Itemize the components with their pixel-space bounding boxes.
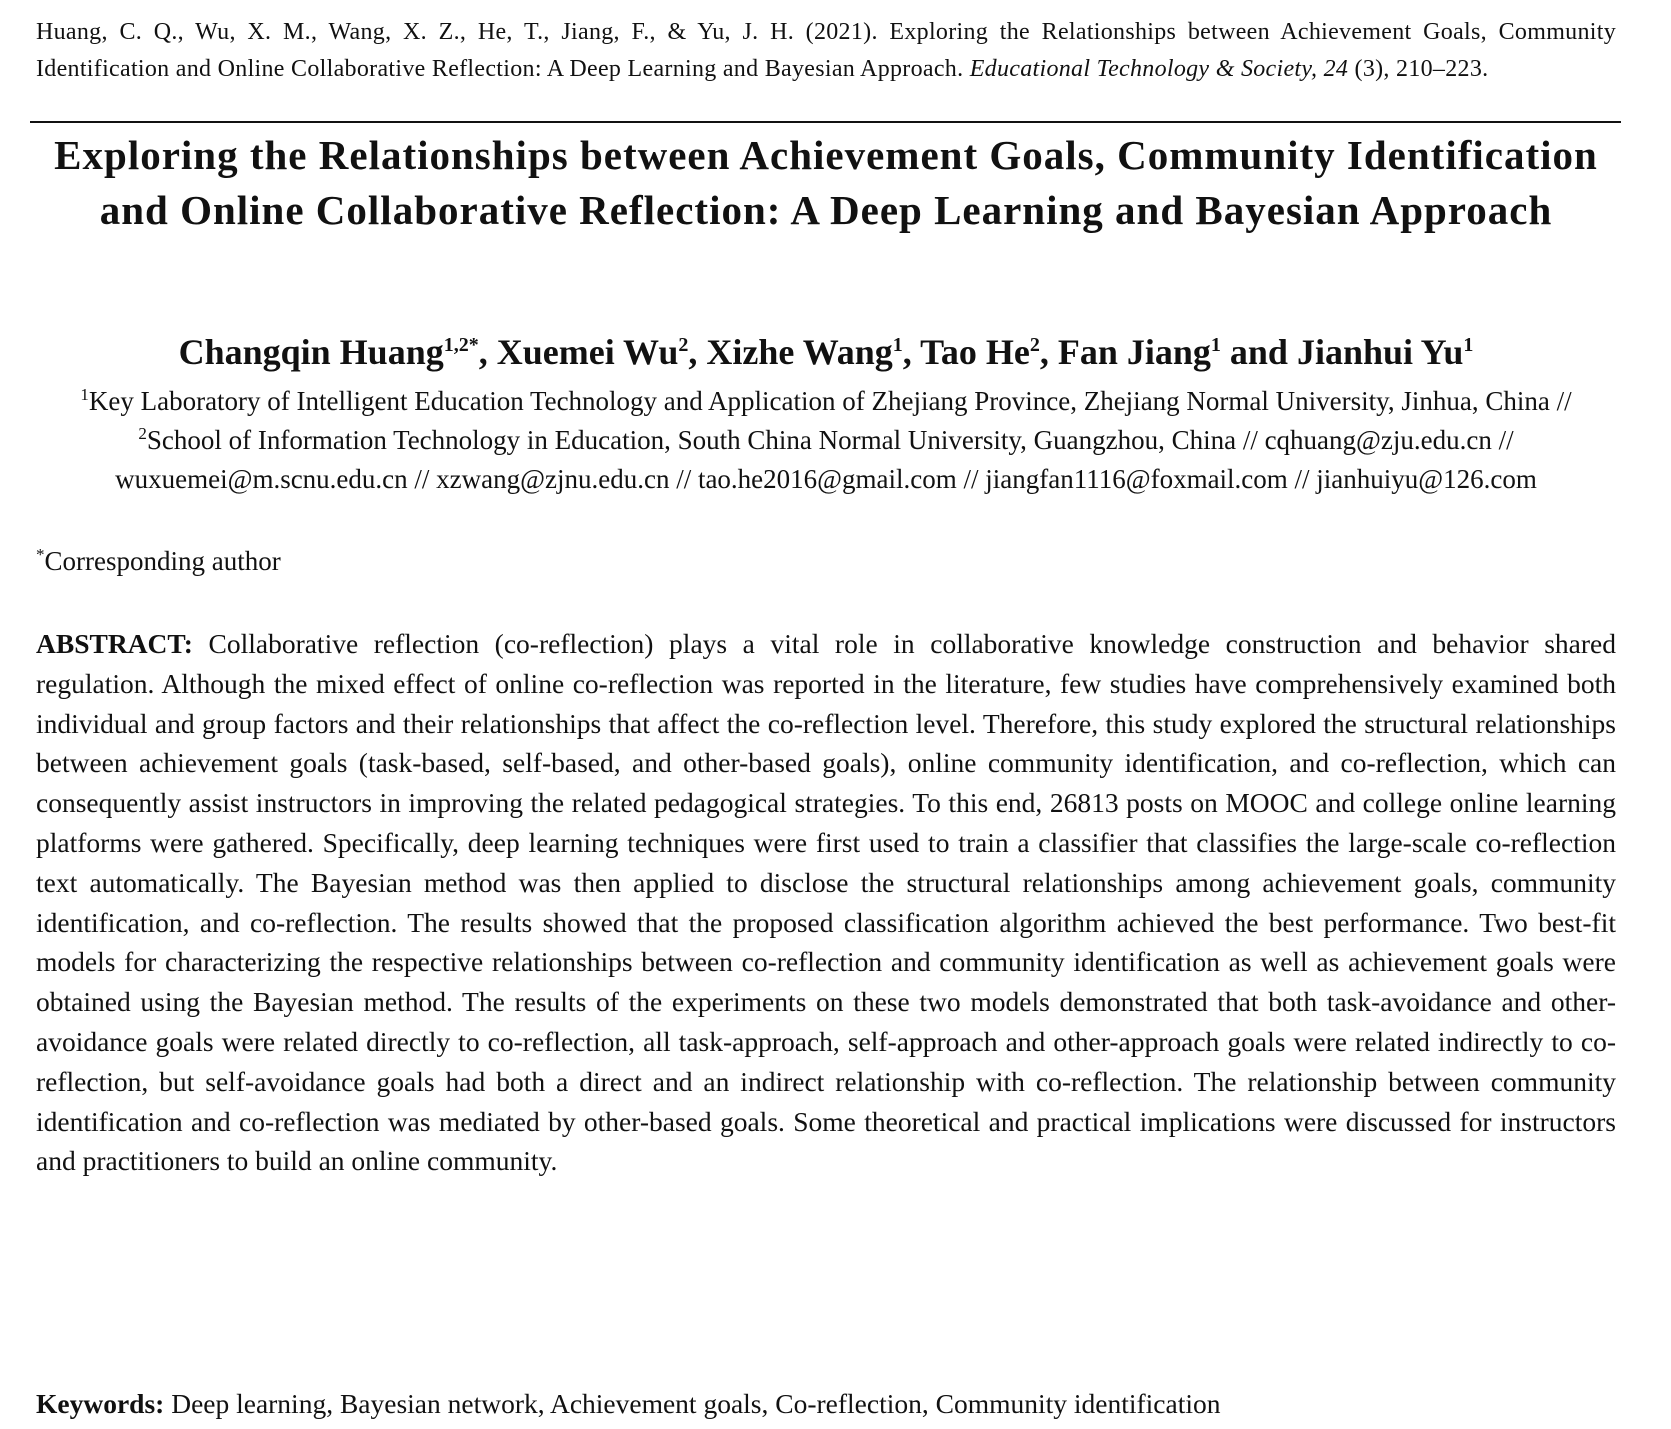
author-name: Tao He bbox=[920, 332, 1030, 372]
author-separator: , bbox=[478, 332, 497, 372]
citation-text: Huang, C. Q., Wu, X. M., Wang, X. Z., He, T., Jiang, F., & Yu, J. H. (2021). Exploring the Relationships between Achievement Goals, Community Identification and Online Collaborative Reflection: A Deep Learning and Bayesian Approach. bbox=[36, 19, 1616, 82]
author-name: Xuemei Wu bbox=[496, 332, 679, 372]
author-sup: 1,2* bbox=[443, 334, 479, 356]
affiliation-text: Key Laboratory of Intelligent Education Technology and Application of Zhejiang Province, Zhejiang Normal University, Jinhua, China // bbox=[88, 386, 1572, 416]
keywords bbox=[36, 1384, 1616, 1424]
author-sup: 1 bbox=[1463, 334, 1474, 356]
corresponding-text: Corresponding author bbox=[44, 546, 281, 576]
author-name: Xizhe Wang bbox=[706, 332, 893, 372]
abstract-text: Collaborative reflection (co-reflection) plays a vital role in collaborative knowledge construction and behavior shared regulation. Although the mixed effect of online co-reflection was reported in the literature, few studies have comprehensively examined both individual and group factors and their relationships that affect the co-reflection level. Therefore, this study explored the structural relationships between achievement goals (task-based, self-based, and other-based goals), online community identification, and co-reflection, which can consequently assist instructors in improving the related pedagogical strategies. To this end, 26813 posts on MOOC and college online learning platforms were gathered. Specifically, deep learning techniques were first used to train a classifier that classifies the large-scale co-reflection text automatically. The Bayesian method was then applied to disclose the structural relationships among achievement goals, community identification, and co-reflection. The results showed that the proposed classification algorithm achieved the best performance. Two best-fit models for characterizing the respective relationships between co-reflection and community identification as well as achievement goals were obtained using the Bayesian method. The results of the experiments on these two models demonstrated that both task-avoidance and other-avoidance goals were related directly to co-reflection, all task-approach, self-approach and other-approach goals were related indirectly to co-reflection, but self-avoidance goals had both a direct and an indirect relationship with co-reflection. The relationship between community identification and co-reflection was mediated by other-based goals. Some theoretical and practical implications were discussed for instructors and practitioners to build an online community. bbox=[36, 628, 1616, 1177]
author-separator: , bbox=[688, 332, 707, 372]
author-name: Changqin Huang bbox=[178, 332, 444, 372]
author-list bbox=[36, 330, 1616, 374]
author-separator: , bbox=[1039, 332, 1058, 372]
author-sup: 2 bbox=[678, 334, 689, 356]
citation bbox=[36, 14, 1616, 88]
keywords-label: Keywords: bbox=[36, 1388, 165, 1419]
affiliations bbox=[46, 382, 1606, 499]
header-rule bbox=[30, 121, 1621, 123]
citation-pages: (3), 210–223. bbox=[1354, 56, 1489, 82]
corresponding-sup: * bbox=[36, 545, 45, 564]
affiliation-sup: 1 bbox=[80, 385, 89, 404]
author-separator: and bbox=[1220, 332, 1297, 372]
keywords-text: Deep learning, Bayesian network, Achievement goals, Co-reflection, Community identification bbox=[171, 1388, 1221, 1419]
author-sup: 2 bbox=[1029, 334, 1040, 356]
affiliation-text: School of Information Technology in Education, South China Normal University, Guangzhou, China // cqhuang@zju.edu.cn // wuxuemei@m.scnu.edu.cn // xzwang@zjnu.edu.cn // tao.he2016@gmail.com // jiangfan1116@foxmail.com // jianhuiyu@126.com bbox=[115, 425, 1537, 494]
author-name: Fan Jiang bbox=[1057, 332, 1211, 372]
abstract bbox=[36, 624, 1616, 1181]
author-sup: 1 bbox=[1210, 334, 1221, 356]
abstract-label: ABSTRACT: bbox=[36, 628, 193, 659]
author-separator: , bbox=[902, 332, 921, 372]
author-name: Jianhui Yu bbox=[1296, 332, 1464, 372]
citation-journal: Educational Technology & Society, 24 bbox=[969, 56, 1349, 82]
paper-title: Exploring the Relationships between Achievement Goals, Community Identification and Online Collaborative Reflection: A Deep Learning and Bayesian Approach bbox=[54, 132, 1598, 233]
corresponding-author-note bbox=[36, 542, 281, 580]
affiliation-sup: 2 bbox=[138, 424, 147, 443]
author-sup: 1 bbox=[892, 334, 903, 356]
